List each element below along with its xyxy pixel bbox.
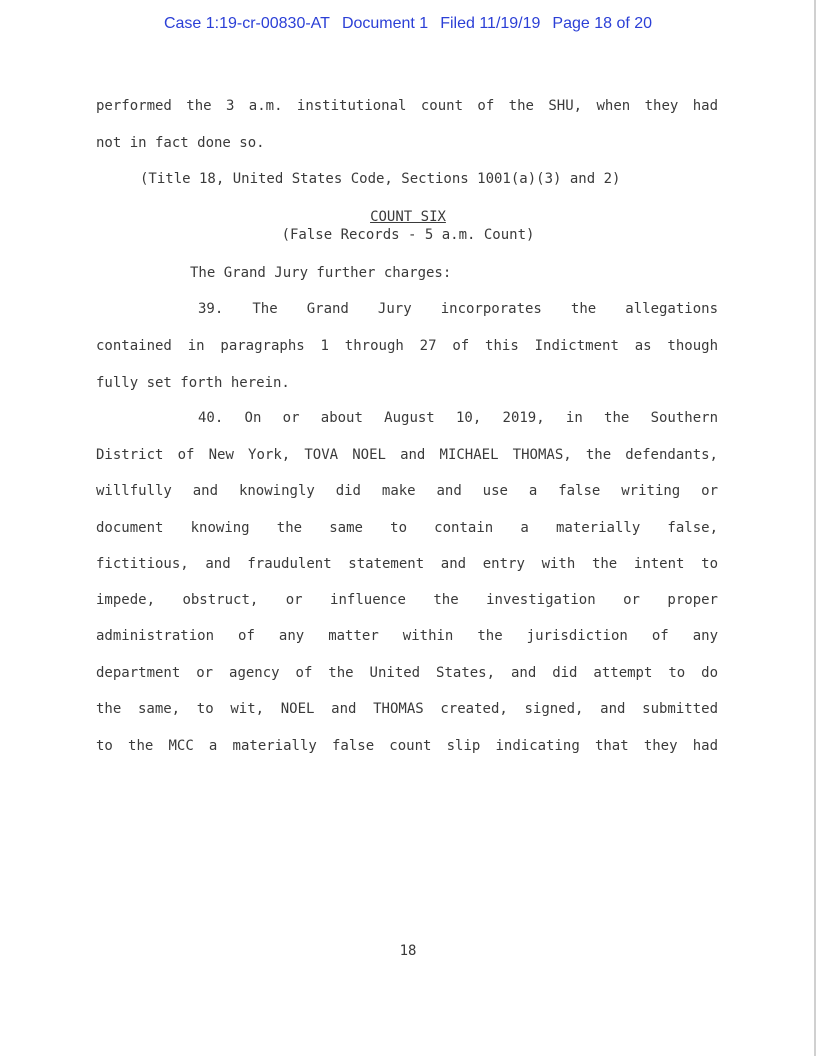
text-line: to the MCC a materially false count slip indicating that they had [96, 738, 718, 754]
page-number: 18 [399, 943, 417, 959]
count-heading [0, 208, 816, 226]
text-line: the same, to wit, NOEL and THOMAS created, signed, and submitted [96, 701, 718, 717]
text-line: document knowing the same to contain a materially false, [96, 520, 718, 536]
citation-line: (Title 18, United States Code, Sections 1001(a)(3) and 2) [140, 171, 621, 187]
text-line: fictitious, and fraudulent statement and entry with the intent to [96, 556, 718, 572]
case-number: Case 1:19-cr-00830-AT [163, 15, 330, 32]
text-line: department or agency of the United States, and did attempt to do [96, 665, 718, 681]
text-line: impede, obstruct, or influence the investigation or proper [96, 592, 718, 608]
count-subtitle: (False Records - 5 a.m. Count) [281, 227, 535, 243]
paragraph-39-start: 39. The Grand Jury incorporates the allegations [198, 301, 718, 317]
text-line: administration of any matter within the jurisdiction of any [96, 628, 718, 644]
filed-date: Filed 11/19/19 [440, 15, 541, 32]
text-line: willfully and knowingly did make and use a false writing or [96, 483, 718, 499]
text-line: not in fact done so. [96, 135, 265, 151]
count-title: COUNT SIX [370, 209, 446, 225]
text-line: contained in paragraphs 1 through 27 of this Indictment as though [96, 338, 718, 354]
text-line: fully set forth herein. [96, 375, 290, 391]
text-line: performed the 3 a.m. institutional count of the SHU, when they had [96, 98, 718, 114]
text-line: District of New York, TOVA NOEL and MICHAEL THOMAS, the defendants, [96, 447, 718, 463]
paragraph-40-start: 40. On or about August 10, 2019, in the Southern [198, 410, 718, 426]
document-number: Document 1 [341, 15, 429, 32]
page-indicator: Page 18 of 20 [552, 15, 653, 32]
text-line: The Grand Jury further charges: [190, 265, 452, 281]
filing-header [0, 15, 816, 33]
